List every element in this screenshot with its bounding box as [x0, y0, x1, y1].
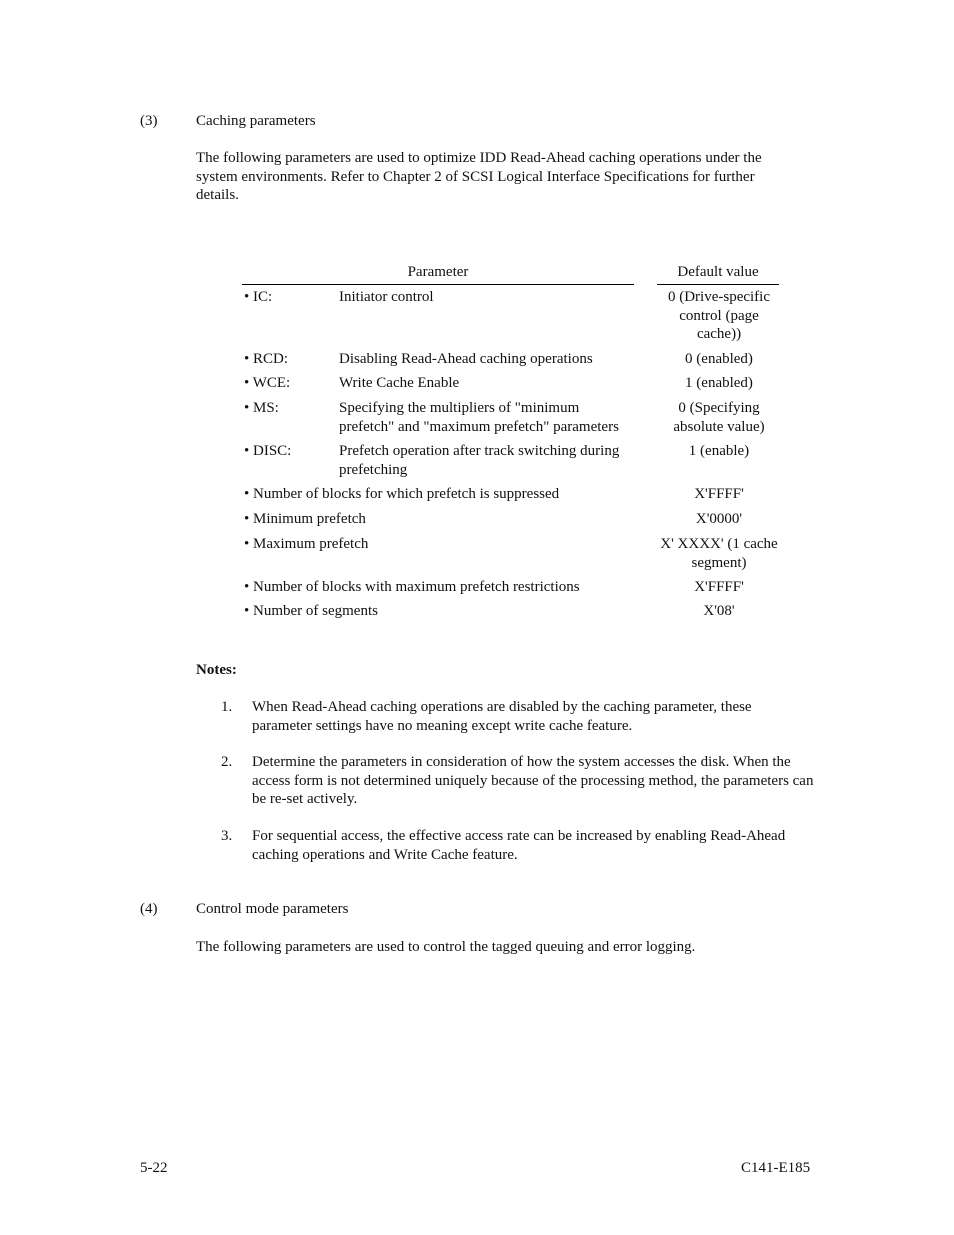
- row-code-ms: • MS:: [244, 400, 279, 416]
- row-label-prefetch-suppressed: • Number of blocks for which prefetch is suppressed: [244, 486, 560, 502]
- section-3-title: Caching parameters: [196, 113, 316, 129]
- note-3-number: 3.: [221, 828, 233, 844]
- row-label-minimum-prefetch: • Minimum prefetch: [244, 511, 366, 527]
- row-value-rcd: 0 (enabled): [685, 351, 753, 367]
- row-value-maximum-prefetch: X' XXXX' (1 cache segment): [660, 536, 778, 571]
- document-id: C141-E185: [741, 1160, 811, 1176]
- row-desc-ms: Specifying the multipliers of "minimum prefetch" and "maximum prefetch" parameters: [339, 400, 619, 435]
- row-code-disc: • DISC:: [244, 443, 292, 459]
- table-header-parameter: Parameter: [242, 263, 634, 285]
- row-value-number-of-segments: X'08': [703, 603, 735, 619]
- note-1-number: 1.: [221, 699, 233, 715]
- section-3-intro: The following parameters are used to optimize IDD Read-Ahead caching operations under the system environments. Refer to Chapter 2 of SCSI Logical Interface Specifications for further details.: [196, 150, 762, 203]
- row-code-ic: • IC:: [244, 289, 273, 305]
- table-header-default: Default value: [657, 263, 779, 285]
- note-2-text: Determine the parameters in consideration of how the system accesses the disk. When the access form is not determined uniquely because of the processing method, the parameters can be re-set actively.: [252, 754, 814, 807]
- row-label-max-prefetch-restrictions: • Number of blocks with maximum prefetch restrictions: [244, 579, 580, 595]
- row-value-wce: 1 (enabled): [685, 375, 753, 391]
- note-3-text: For sequential access, the effective access rate can be increased by enabling Read-Ahead caching operations and Write Cache feature.: [252, 828, 786, 863]
- notes-title: Notes:: [196, 662, 237, 678]
- row-value-max-prefetch-restrictions: X'FFFF': [694, 579, 744, 595]
- row-desc-wce: Write Cache Enable: [339, 375, 460, 391]
- row-value-disc: 1 (enable): [688, 443, 750, 459]
- row-value-ms: 0 (Specifying absolute value): [673, 400, 765, 435]
- page-number: 5-22: [140, 1160, 168, 1176]
- section-4-intro: The following parameters are used to control the tagged queuing and error logging.: [196, 939, 696, 955]
- row-desc-disc: Prefetch operation after track switching during prefetching: [339, 443, 620, 478]
- row-value-ic: 0 (Drive-specific control (page cache)): [667, 289, 771, 342]
- section-4-number: (4): [140, 901, 158, 917]
- row-code-rcd: • RCD:: [244, 351, 289, 367]
- row-desc-ic: Initiator control: [339, 289, 434, 305]
- row-desc-rcd: Disabling Read-Ahead caching operations: [339, 351, 593, 367]
- row-label-number-of-segments: • Number of segments: [244, 603, 378, 619]
- note-2-number: 2.: [221, 754, 233, 770]
- section-4-title: Control mode parameters: [196, 901, 349, 917]
- row-label-maximum-prefetch: • Maximum prefetch: [244, 536, 369, 552]
- row-value-minimum-prefetch: X'0000': [695, 511, 743, 527]
- row-value-prefetch-suppressed: X'FFFF': [694, 486, 744, 502]
- note-1-text: When Read-Ahead caching operations are disabled by the caching parameter, these parameter settings have no meaning except write cache feature.: [252, 699, 752, 734]
- row-code-wce: • WCE:: [244, 375, 291, 391]
- section-3-number: (3): [140, 113, 158, 129]
